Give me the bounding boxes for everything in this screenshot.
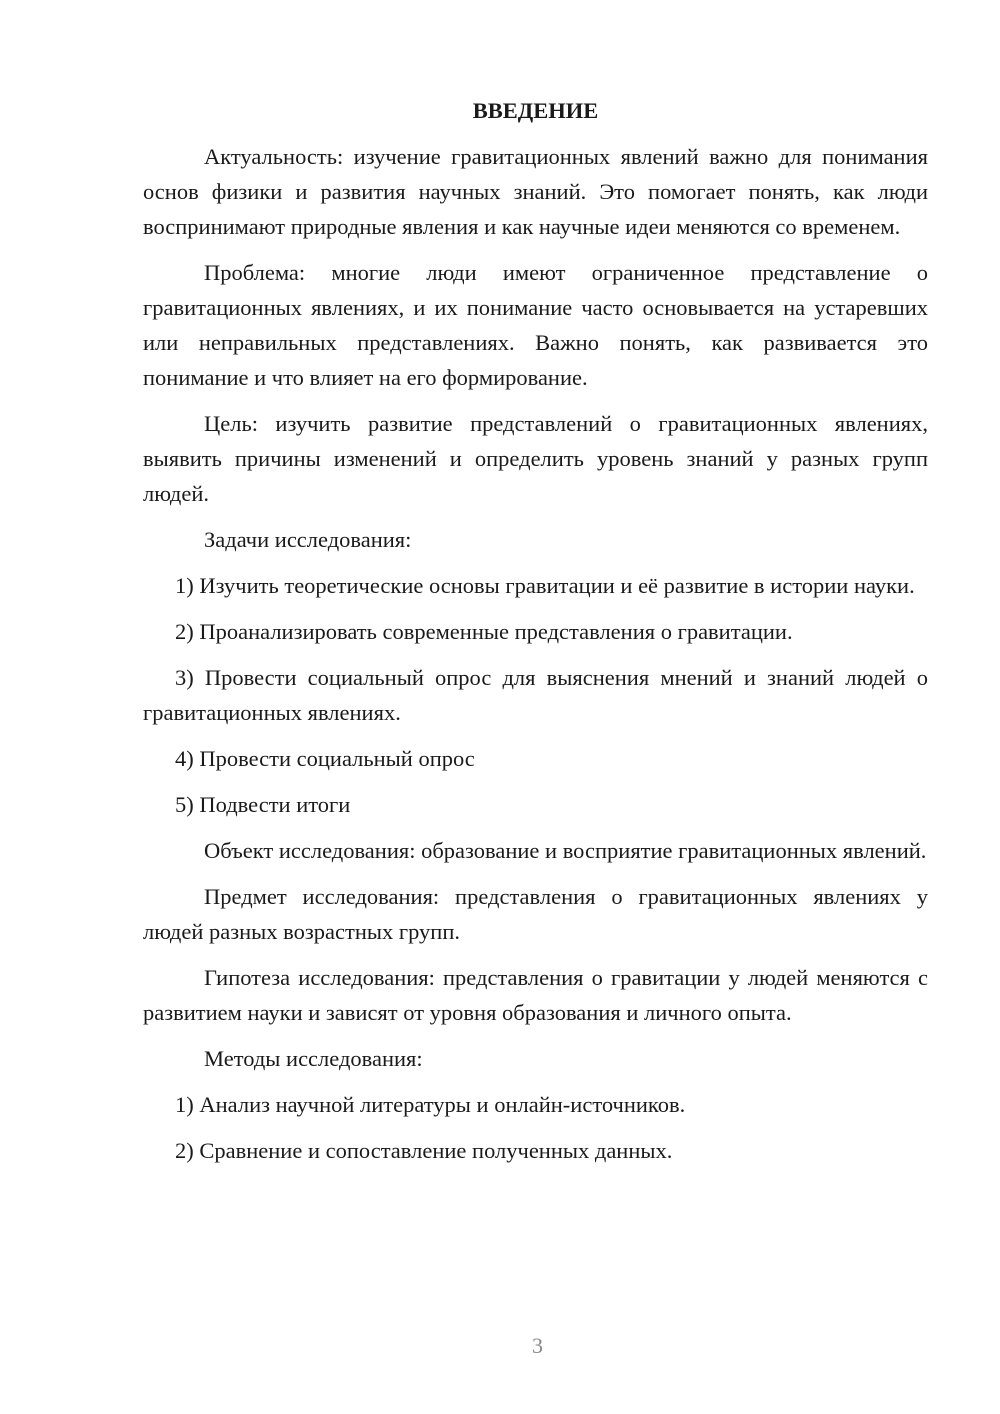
task-item: 1) Изучить теоретические основы гравитации и её развитие в истории науки. bbox=[175, 573, 915, 598]
method-item: 1) Анализ научной литературы и онлайн-источников. bbox=[175, 1092, 686, 1117]
paragraph-object: Объект исследования: образование и восприятие гравитационных явлений. bbox=[204, 838, 927, 863]
tasks-heading: Задачи исследования: bbox=[204, 527, 412, 552]
paragraph-hypothesis: Гипотеза исследования: представления о гравитации у людей меняются с развитием науки и зависят от уровня образования и личного опыта. bbox=[143, 965, 928, 1025]
paragraph-relevance: Актуальность: изучение гравитационных явлений важно для понимания основ физики и развития научных знаний. Это помогает понять, как люди воспринимают природные явления и как научные идеи меняются со временем. bbox=[143, 144, 928, 239]
task-item: 5) Подвести итоги bbox=[175, 792, 351, 817]
paragraph-problem: Проблема: многие люди имеют ограниченное представление о гравитационных явлениях, и их понимание часто основывается на устаревших или неправильных представлениях. Важно понять, как развивается это понимание и что влияет на его формирование. bbox=[143, 260, 928, 390]
page-content bbox=[143, 95, 928, 1179]
task-item: 4) Провести социальный опрос bbox=[175, 746, 475, 771]
paragraph-goal: Цель: изучить развитие представлений о гравитационных явлениях, выявить причины изменений и определить уровень знаний у разных групп людей. bbox=[143, 411, 928, 506]
task-item: 2) Проанализировать современные представления о гравитации. bbox=[175, 619, 793, 644]
method-item: 2) Сравнение и сопоставление полученных данных. bbox=[175, 1138, 673, 1163]
task-item: 3) Провести социальный опрос для выяснения мнений и знаний людей о гравитационных явлениях. bbox=[143, 665, 928, 725]
paragraph-subject: Предмет исследования: представления о гравитационных явлениях у людей разных возрастных групп. bbox=[143, 884, 928, 944]
methods-heading: Методы исследования: bbox=[204, 1046, 423, 1071]
page-number: 3 bbox=[532, 1333, 543, 1358]
page-title: ВВЕДЕНИЕ bbox=[472, 98, 599, 123]
